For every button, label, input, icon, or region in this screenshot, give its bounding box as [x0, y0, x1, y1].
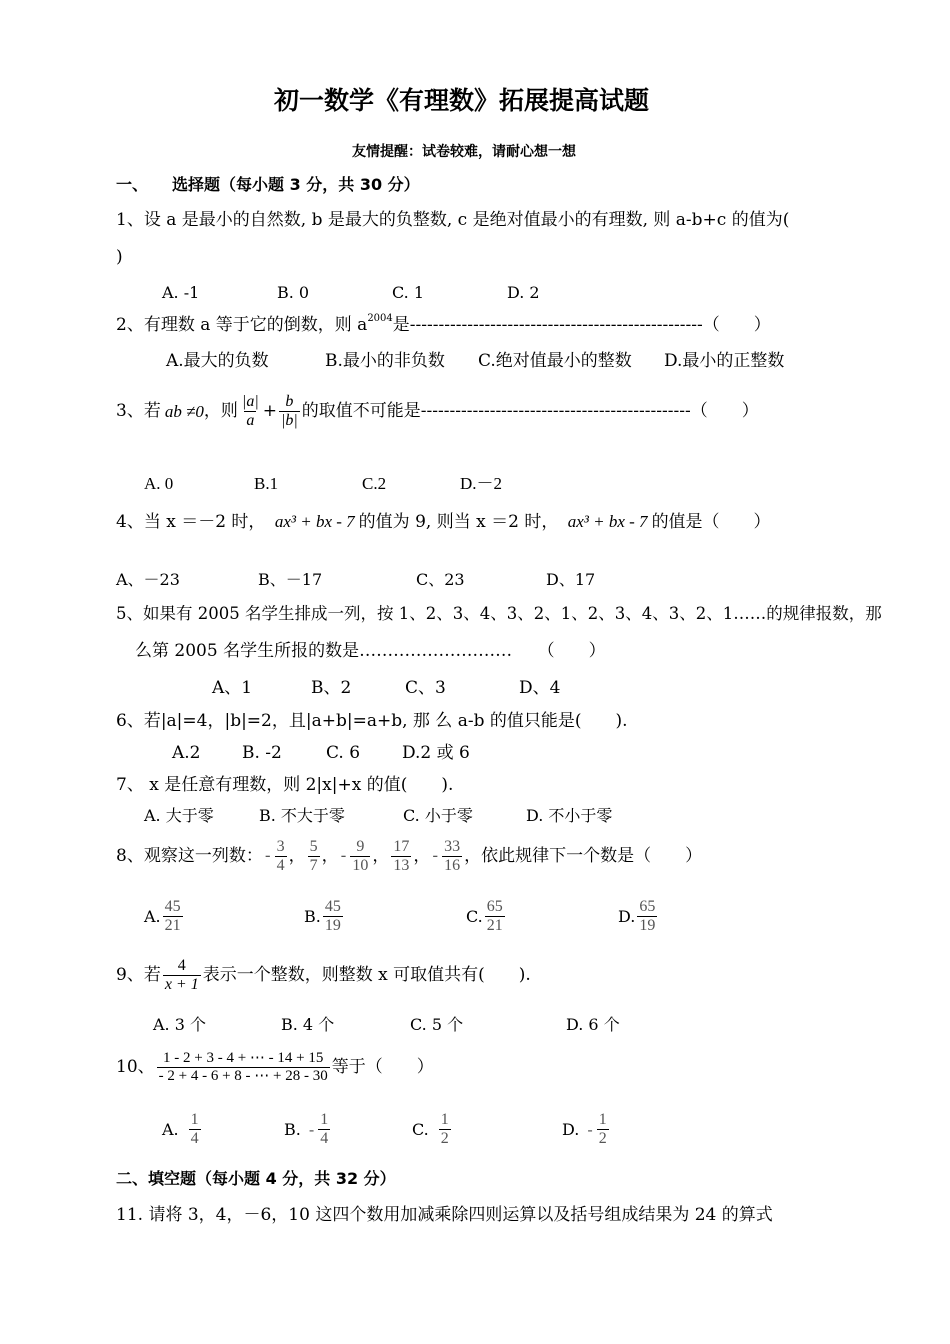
- q8-term-1-numerator: 3: [276, 838, 285, 855]
- q8-option-b: [304, 898, 345, 936]
- q10-option-fraction-denominator: 4: [190, 1130, 199, 1148]
- q6-option-c: C. 6: [326, 743, 361, 763]
- q10-denominator: - 2 + 4 - 6 + 8 - ⋯ + 28 - 30: [158, 1068, 328, 1085]
- q3-f2-numerator: b: [285, 393, 294, 410]
- q3-option-d: D.－2: [460, 474, 503, 493]
- q6-option-d: D.2 或 6: [402, 743, 470, 763]
- question-4-text: [116, 513, 771, 531]
- q8-option-fraction-numerator: 65: [639, 898, 656, 915]
- q4-option-b: B、－17: [258, 570, 323, 589]
- q8-term-2-numerator: 5: [309, 838, 318, 855]
- q8-term-5: [442, 838, 462, 876]
- q7-option-b: B. 不大于零: [259, 806, 345, 825]
- q10-option-fraction-numerator: 1: [320, 1111, 329, 1128]
- q8-sequence-separator: ，: [321, 846, 339, 867]
- q8-pre: 8、观察这一列数：: [116, 846, 263, 867]
- q8-option-label: D.: [618, 906, 636, 926]
- q10-option-sign: -: [308, 1119, 315, 1139]
- q9-option-a: A. 3 个: [153, 1015, 206, 1034]
- q8-option-fraction: [163, 898, 183, 936]
- q8-term-4-numerator: 17: [393, 838, 410, 855]
- q8-post: ，依此规律下一个数是（ ）: [464, 846, 703, 867]
- reminder: 友情提醒：试卷较难，请耐心想一想: [352, 144, 576, 160]
- q7-option-d: D. 不小于零: [526, 806, 613, 825]
- q3-option-c: C.2: [362, 474, 387, 493]
- q10-option-fraction: [597, 1111, 609, 1149]
- question-8-text: [116, 838, 702, 876]
- q8-term-3-denominator: 10: [352, 857, 369, 875]
- q10-option-fraction-denominator: 4: [320, 1130, 329, 1148]
- q10-fraction: [157, 1050, 330, 1086]
- page-title: 初一数学《有理数》拓展提高试题: [274, 86, 650, 115]
- q5-option-c: C、3: [405, 678, 446, 698]
- q10-numerator: 1 - 2 + 3 - 4 + ⋯ - 14 + 15: [163, 1050, 324, 1066]
- q2-option-d: D.最小的正整数: [664, 351, 785, 371]
- q10-pre: 10、: [116, 1057, 155, 1078]
- q3-condition: ab ≠0: [164, 402, 204, 422]
- q9-option-b: B. 4 个: [281, 1015, 335, 1034]
- question-5-text: 5、如果有 2005 名学生排成一列，按 1、2、3、4、3、2、1、2、3、4、3、2、1……的规律报数，那: [116, 604, 882, 623]
- q8-term-sign: -: [432, 846, 439, 867]
- q8-option-d: [618, 898, 659, 936]
- q3-f1-denominator: a: [246, 412, 255, 430]
- q6-option-b: B. -2: [242, 743, 282, 763]
- q4-pre: 4、当 x ＝－2 时，: [116, 512, 266, 532]
- q8-option-label: C.: [466, 906, 483, 926]
- q6-option-a: A.2: [172, 743, 201, 763]
- q10-option-a: [162, 1111, 203, 1149]
- q10-option-c: [412, 1111, 453, 1149]
- q8-option-fraction: [323, 898, 343, 936]
- q8-option-fraction-denominator: 21: [164, 917, 181, 935]
- q9-post: 表示一个整数，则整数 x 可取值共有( ).: [202, 965, 531, 986]
- q10-option-b: [284, 1111, 332, 1149]
- q8-term-1: [275, 838, 287, 876]
- q2-exponent: 2004: [367, 313, 393, 324]
- question-10-text: [116, 1050, 434, 1086]
- q10-post: 等于（ ）: [331, 1057, 434, 1078]
- q4-option-c: C、23: [416, 570, 465, 589]
- q3-post: 的取值不可能是-----------------------------------------------（ ）: [301, 401, 759, 422]
- q8-term-4: [391, 838, 411, 876]
- q8-term-1-denominator: 4: [276, 857, 285, 875]
- q8-option-fraction-denominator: 21: [486, 917, 503, 935]
- q5-option-a: A、1: [212, 678, 253, 698]
- q10-option-fraction-numerator: 1: [440, 1111, 449, 1128]
- q8-term-2: [308, 838, 320, 876]
- q5-option-d: D、4: [519, 678, 561, 698]
- q4-expression-2: ax³ + bx - 7: [567, 512, 648, 531]
- q4-expression-1: ax³ + bx - 7: [274, 512, 355, 531]
- q8-term-4-denominator: 13: [393, 857, 410, 875]
- q3-option-b: B.1: [254, 474, 279, 493]
- section-heading-fill: 二、填空题（每小题 4 分，共 32 分）: [116, 1169, 396, 1188]
- q3-fraction-2: [279, 393, 300, 431]
- q10-option-sign: -: [587, 1119, 593, 1139]
- q10-option-label: D.: [562, 1119, 580, 1139]
- q8-option-fraction: [637, 898, 657, 936]
- q7-option-c: C. 小于零: [403, 806, 473, 825]
- q10-option-label: A.: [162, 1119, 179, 1139]
- section-heading-choice: 一、 选择题（每小题 3 分，共 30 分）: [116, 175, 420, 194]
- q10-option-label: B.: [284, 1119, 301, 1139]
- q8-option-c: [466, 898, 507, 936]
- question-9-text: [116, 957, 531, 995]
- q3-f2-denominator: |b|: [280, 412, 298, 430]
- q10-option-fraction-numerator: 1: [598, 1111, 607, 1128]
- question-5-text-cont: 么第 2005 名学生所报的数是……………………… （ ）: [135, 641, 606, 661]
- question-3-text: [116, 393, 759, 431]
- question-2-text: [116, 313, 771, 335]
- q10-option-fraction-numerator: 1: [190, 1111, 199, 1128]
- q8-term-sign: -: [340, 846, 347, 867]
- q8-option-fraction-denominator: 19: [324, 917, 341, 935]
- q8-option-label: A.: [144, 906, 161, 926]
- q4-option-d: D、17: [546, 570, 596, 589]
- q3-mid: ，则: [203, 401, 238, 422]
- q8-term-sign: -: [264, 846, 271, 867]
- q2-option-c: C.绝对值最小的整数: [478, 351, 632, 371]
- q10-option-fraction: [189, 1111, 201, 1149]
- q3-fraction-1: [240, 393, 261, 431]
- q10-option-fraction: [439, 1111, 451, 1149]
- q8-sequence: [263, 838, 464, 876]
- q9-pre: 9、若: [116, 965, 161, 986]
- q8-option-label: B.: [304, 906, 321, 926]
- q2-option-b: B.最小的非负数: [325, 351, 445, 371]
- q3-f1-numerator: |a|: [241, 393, 259, 410]
- q1-option-b: B. 0: [277, 283, 310, 302]
- question-6-text: 6、若|a|=4，|b|=2，且|a+b|=a+b, 那 么 a-b 的值只能是( ).: [116, 711, 628, 731]
- q10-option-d: [562, 1111, 611, 1149]
- q5-option-b: B、2: [311, 678, 352, 698]
- q8-term-5-numerator: 33: [444, 838, 461, 855]
- q4-post: 的值是（ ）: [651, 512, 771, 532]
- q8-term-3-numerator: 9: [356, 838, 365, 855]
- q8-option-a: [144, 898, 185, 936]
- q8-option-fraction-numerator: 45: [164, 898, 181, 915]
- q8-sequence-separator: ，: [288, 846, 306, 867]
- q8-option-fraction-numerator: 65: [486, 898, 503, 915]
- q8-term-5-denominator: 16: [444, 857, 461, 875]
- q8-sequence-separator: ，: [413, 846, 431, 867]
- q7-option-a: A. 大于零: [144, 806, 214, 825]
- q4-option-a: A、－23: [116, 570, 180, 589]
- q10-option-fraction-denominator: 2: [598, 1130, 607, 1148]
- q8-option-fraction-denominator: 19: [639, 917, 656, 935]
- q3-plus: +: [262, 401, 277, 422]
- q8-term-3: [350, 838, 370, 876]
- q9-numerator: 4: [177, 957, 186, 974]
- question-11-text: 11. 请将 3，4，－6，10 这四个数用加减乘除四则运算以及括号组成结果为 24 的算式: [116, 1205, 773, 1225]
- q8-term-2-denominator: 7: [309, 857, 318, 875]
- q1-option-c: C. 1: [392, 283, 425, 302]
- q3-pre: 3、若: [116, 401, 161, 422]
- question-7-text: 7、 x 是任意有理数，则 2|x|+x 的值( ).: [116, 775, 454, 795]
- q10-option-fraction: [318, 1111, 330, 1149]
- q9-fraction: [163, 957, 201, 995]
- q8-option-fraction-numerator: 45: [324, 898, 341, 915]
- question-1-text-cont: ): [116, 247, 123, 267]
- q10-option-label: C.: [412, 1119, 429, 1139]
- q2-option-a: A.最大的负数: [166, 351, 269, 371]
- q2-pre: 2、有理数 a 等于它的倒数，则 a: [116, 315, 368, 335]
- q1-option-d: D. 2: [507, 283, 540, 302]
- q8-option-fraction: [485, 898, 505, 936]
- q9-option-d: D. 6 个: [566, 1015, 620, 1034]
- q8-sequence-separator: ，: [372, 846, 390, 867]
- question-1-text: 1、设 a 是最小的自然数, b 是最大的负整数, c 是绝对值最小的有理数, 则 a-b+c 的值为(: [116, 210, 790, 230]
- q1-option-a: A. -1: [162, 283, 200, 302]
- q4-mid: 的值为 9, 则当 x ＝2 时，: [358, 512, 559, 532]
- q3-option-a: A. 0: [144, 474, 174, 493]
- q10-option-fraction-denominator: 2: [440, 1130, 449, 1148]
- q9-option-c: C. 5 个: [410, 1015, 464, 1034]
- q2-post: 是---------------------------------------------------（ ）: [392, 315, 771, 335]
- q9-denominator: x + 1: [164, 976, 199, 994]
